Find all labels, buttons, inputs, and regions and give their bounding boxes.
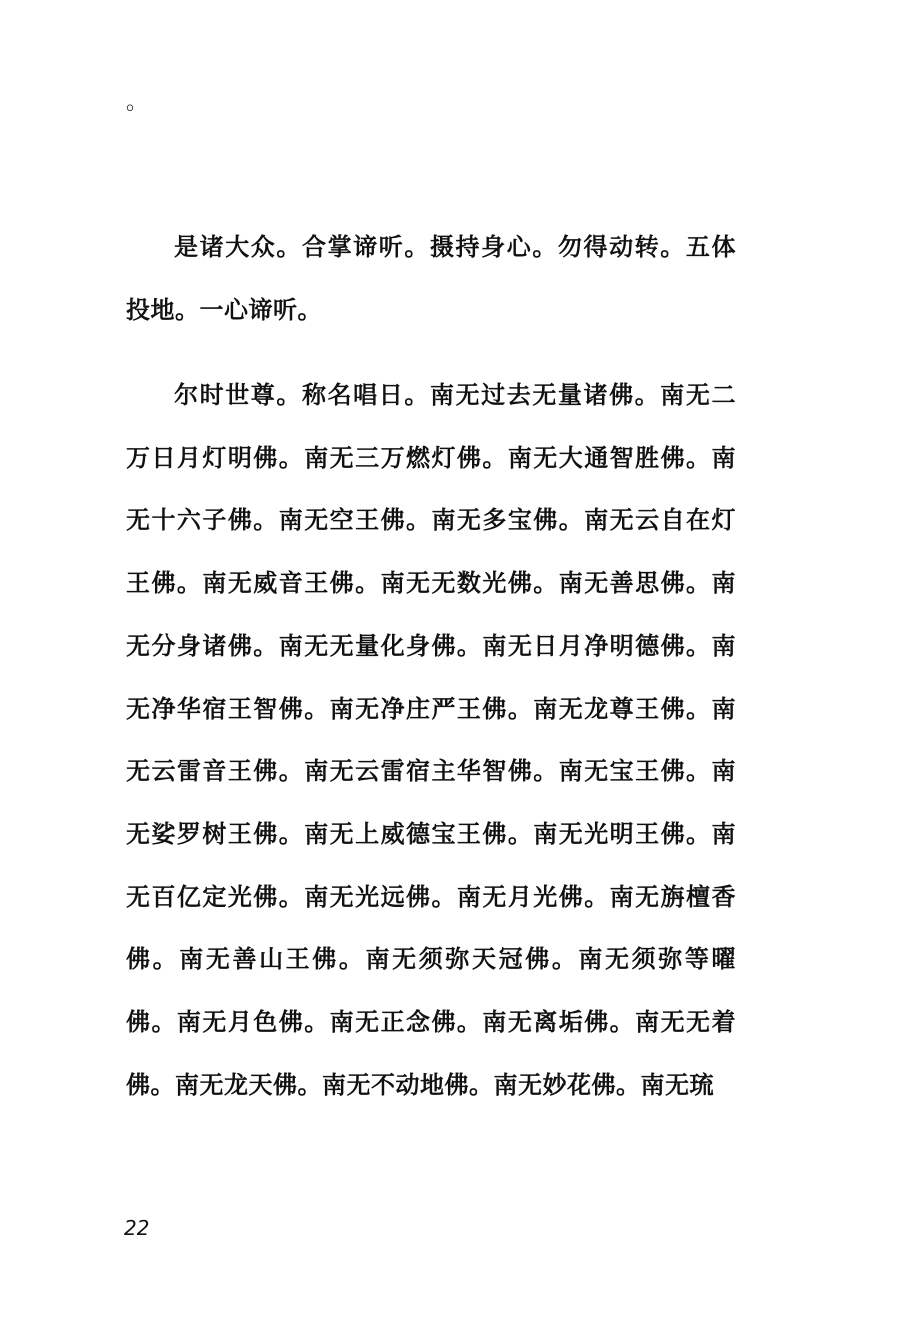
paragraph-buddha-names: 尔时世尊。称名唱日。南无过去无量诸佛。南无二万日月灯明佛。南无三万燃灯佛。南无大通智胜佛。南无十六子佛。南无空王佛。南无多宝佛。南无云自在灯王佛。南无威音王佛。南无无数光佛。南无善思佛。南无分身诸佛。南无无量化身佛。南无日月净明德佛。南无净华宿王智佛。南无净庄严王佛。南无龙尊王佛。南无云雷音王佛。南无云雷宿主华智佛。南无宝王佛。南无娑罗树王佛。南无上威德宝王佛。南无光明王佛。南无百亿定光佛。南无光远佛。南无月光佛。南无旃檀香佛。南无善山王佛。南无须弥天冠佛。南无须弥等曜佛。南无月色佛。南无正念佛。南无离垢佛。南无无着佛。南无龙天佛。南无不动地佛。南无妙花佛。南无琉 (126, 380, 736, 1099)
top-punctuation-mark: 。 (126, 90, 149, 115)
page-number: 22 (124, 1216, 150, 1240)
paragraph-assembly-listen: 是诸大众。合掌谛听。摄持身心。勿得动转。五体投地。一心谛听。 (126, 232, 736, 324)
